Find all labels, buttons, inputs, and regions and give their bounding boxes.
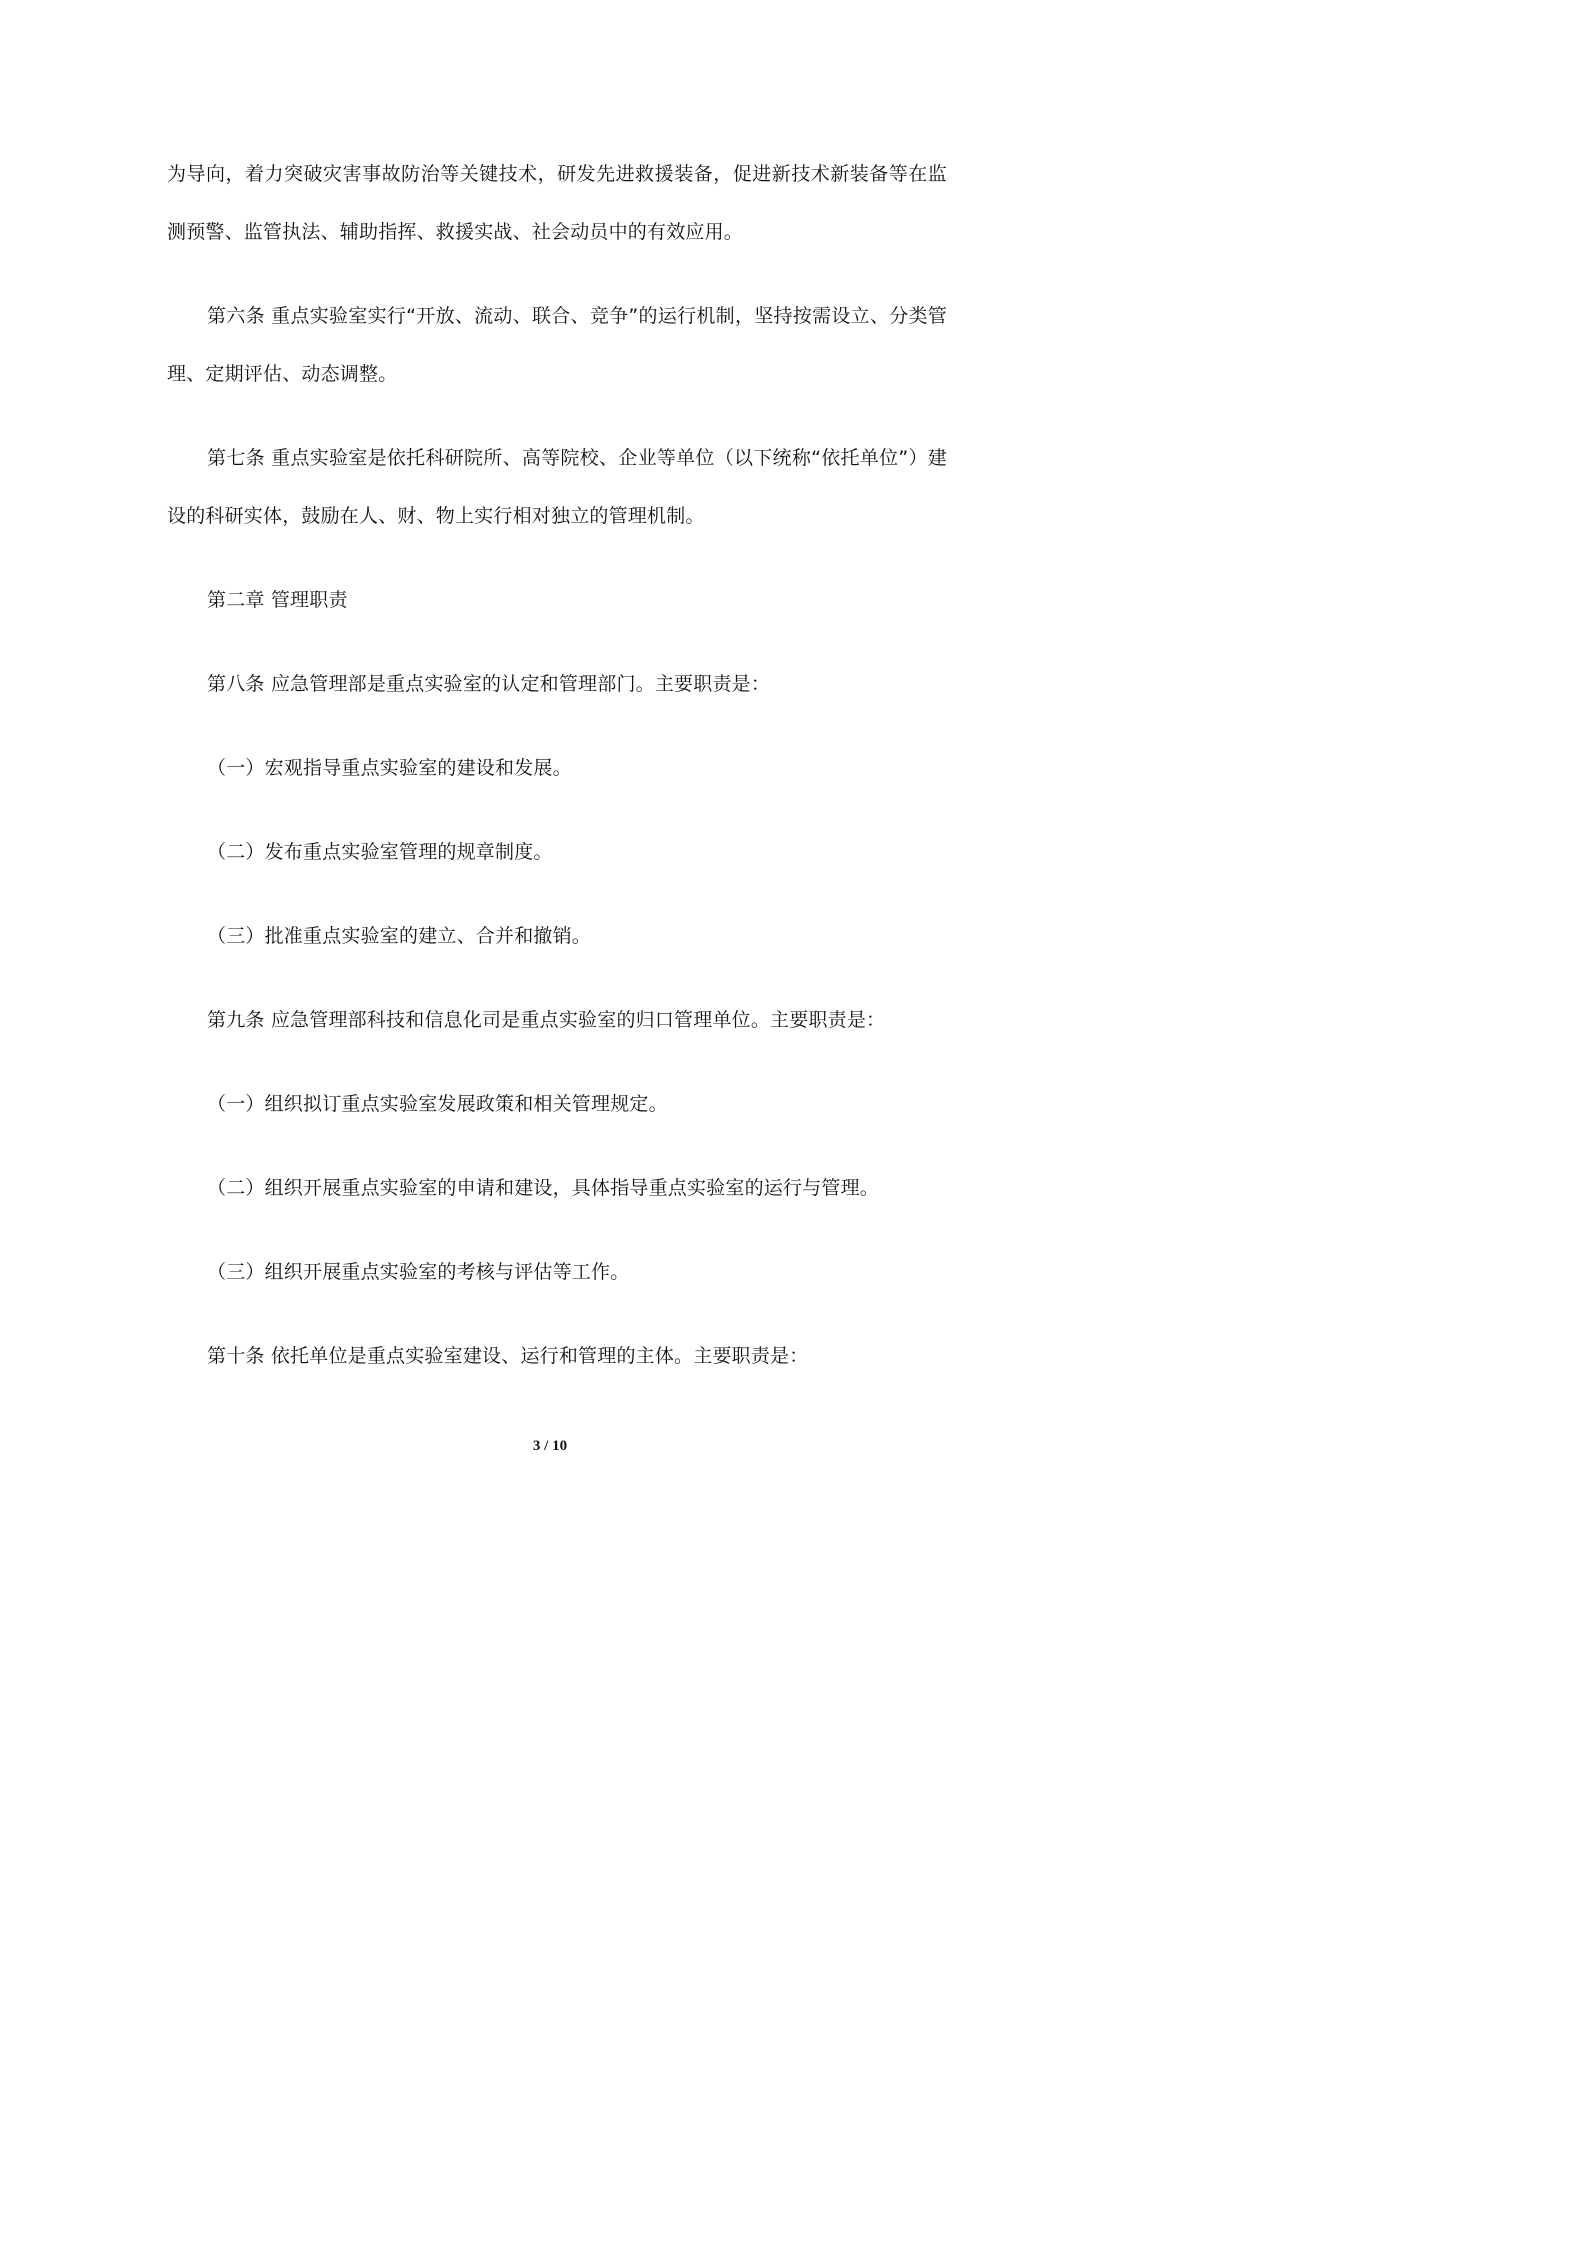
article-7: 第七条 重点实验室是依托科研院所、高等院校、企业等单位（以下统称“依托单位”）建设的科研实体，鼓励在人、财、物上实行相对独立的管理机制。 [167, 447, 947, 527]
article-8-item-1: （一）宏观指导重点实验室的建设和发展。 [207, 757, 572, 779]
article-10: 第十条 依托单位是重点实验室建设、运行和管理的主体。主要职责是： [207, 1345, 809, 1367]
page-number: 3 / 10 [532, 1438, 568, 1454]
document-body [167, 145, 947, 1385]
document-page [0, 0, 1100, 1556]
article-8: 第八条 应急管理部是重点实验室的认定和管理部门。主要职责是： [207, 673, 771, 695]
article-9: 第九条 应急管理部科技和信息化司是重点实验室的归口管理单位。主要职责是： [207, 1009, 886, 1031]
chapter-heading: 第二章 管理职责 [207, 589, 348, 611]
article-9-item-3: （三）组织开展重点实验室的考核与评估等工作。 [207, 1261, 630, 1283]
article-8-item-3: （三）批准重点实验室的建立、合并和撤销。 [207, 925, 592, 947]
article-8-item-2: （二）发布重点实验室管理的规章制度。 [207, 841, 553, 863]
paragraph-continuation: 为导向，着力突破灾害事故防治等关键技术，研发先进救援装备，促进新技术新装备等在监测预警、监管执法、辅助指挥、救援实战、社会动员中的有效应用。 [167, 163, 947, 243]
article-6: 第六条 重点实验室实行“开放、流动、联合、竞争”的运行机制，坚持按需设立、分类管理、定期评估、动态调整。 [167, 305, 947, 385]
article-9-item-2: （二）组织开展重点实验室的申请和建设，具体指导重点实验室的运行与管理。 [207, 1177, 880, 1199]
article-9-item-1: （一）组织拟订重点实验室发展政策和相关管理规定。 [207, 1093, 668, 1115]
